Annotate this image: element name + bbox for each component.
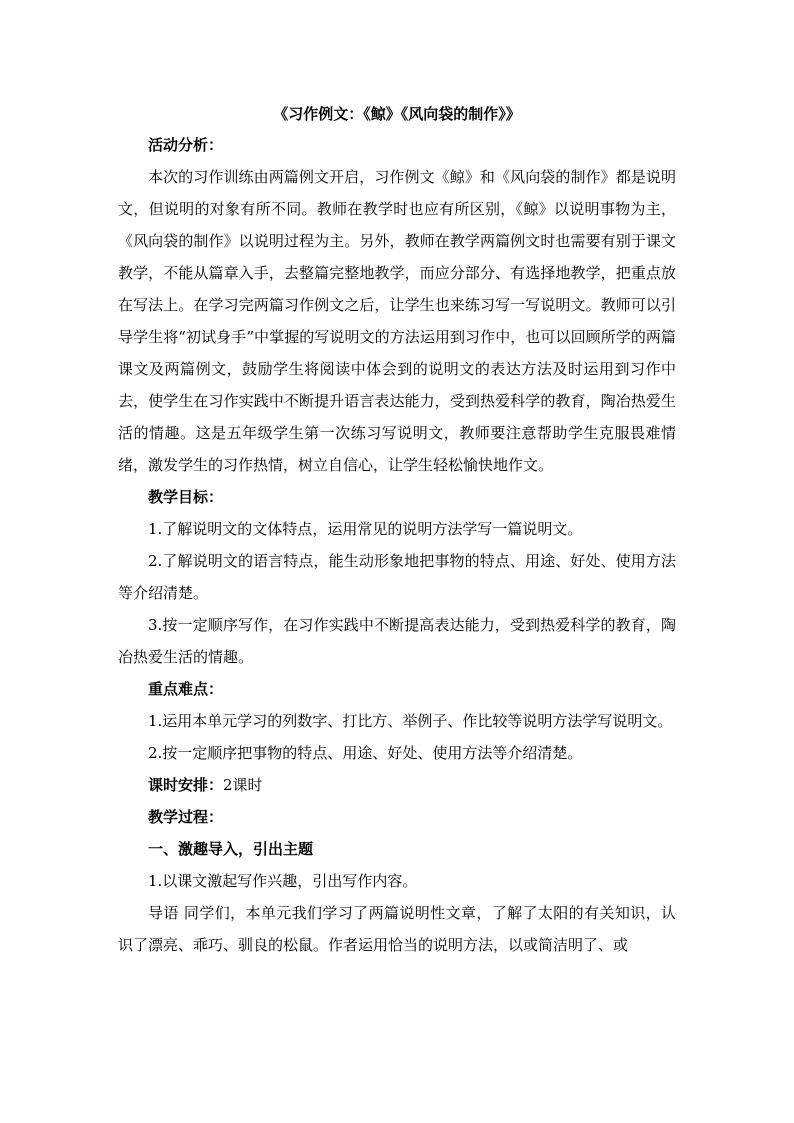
schedule-line [118, 769, 676, 801]
section-1-item: 1.以课文激起写作兴趣，引出写作内容。 [148, 872, 418, 890]
key-point-1: 1.运用本单元学习的列数字、打比方、举例子、作比较等说明方法学写说明文。 [148, 712, 673, 730]
key-points-heading: 重点难点： [148, 680, 224, 698]
activity-heading: 活动分析： [148, 136, 224, 154]
section-1-heading: 一、激趣导入，引出主题 [148, 840, 314, 858]
schedule-value: 2课时 [223, 776, 263, 794]
intro-paragraph: 导语 同学们，本单元我们学习了两篇说明性文章，了解了太阳的有关知识，认识了漂亮、乖巧、驯良的松鼠。作者运用恰当的说明方法，以或简洁明了、或 [118, 904, 676, 954]
document-page [118, 99, 676, 961]
process-heading: 教学过程： [148, 808, 224, 826]
goals-heading: 教学目标： [148, 488, 224, 506]
activity-paragraph: 本次的习作训练由两篇例文开启，习作例文《鲸》和《风向袋的制作》都是说明文，但说明的对象有所不同。教师在教学时也应有所区别，《鲸》以说明事物为主，《风向袋的制作》以说明过程为主。另外，教师在教学两篇例文时也需要有别于课文教学，不能从篇章入手，去整篇完整地教学，而应分部分、有选择地教学，把重点放在写法上。在学习完两篇习作例文之后，让学生也来练习写一写说明文。教师可以引导学生将“初试身手”中掌握的写说明文的方法运用到习作中，也可以回顾所学的两篇课文及两篇例文，鼓励学生将阅读中体会到的说明文的表达方法及时运用到习作中去，使学生在习作实践中不断提升语言表达能力，受到热爱科学的教育，陶冶热爱生活的情趣。这是五年级学生第一次练习写说明文，教师要注意帮助学生克服畏难情绪，激发学生的习作热情，树立自信心，让学生轻松愉快地作文。 [118, 168, 676, 474]
document-title: 《习作例文：《鲸》《风向袋的制作》》 [273, 105, 521, 123]
goal-item-3: 3.按一定顺序写作，在习作实践中不断提高表达能力，受到热爱科学的教育，陶冶热爱生活的情趣。 [118, 616, 676, 666]
key-point-2: 2.按一定顺序把事物的特点、用途、好处、使用方法等介绍清楚。 [148, 744, 583, 762]
schedule-label: 课时安排： [148, 776, 224, 794]
goal-item-2: 2.了解说明文的语言特点，能生动形象地把事物的特点、用途、好处、使用方法等介绍清楚。 [118, 552, 676, 602]
goal-item-1: 1.了解说明文的文体特点，运用常见的说明方法学写一篇说明文。 [148, 520, 583, 538]
